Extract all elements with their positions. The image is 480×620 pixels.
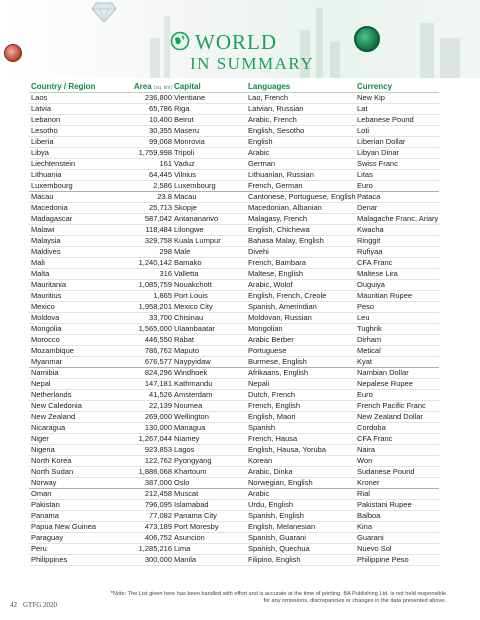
cell-country: Madagascar: [29, 213, 118, 224]
cell-languages: Spanish: [248, 422, 357, 433]
cell-capital: Rabat: [174, 334, 248, 345]
red-badge-icon: [4, 44, 22, 62]
cell-capital: Macau: [174, 191, 248, 202]
cell-languages: French, Hausa: [248, 433, 357, 444]
cell-capital: Luxembourg: [174, 180, 248, 191]
cell-currency: Malagache Franc, Ariary: [357, 213, 439, 223]
cell-area: 130,000: [118, 422, 174, 433]
cell-currency: Kroner: [357, 477, 439, 488]
cell-currency: Nambian Dollar: [357, 367, 439, 378]
cell-languages: Arabic Berber: [248, 334, 357, 345]
cell-capital: Lagos: [174, 444, 248, 455]
cell-languages: English, Chichewa: [248, 224, 357, 235]
cell-country: Niger: [29, 433, 118, 444]
cell-area: 1,240,142: [118, 257, 174, 268]
cell-languages: Spanish, Guarani: [248, 532, 357, 543]
table-row: [29, 334, 439, 345]
cell-languages: Lithuanian, Russian: [248, 169, 357, 180]
cell-area: 2,586: [118, 180, 174, 191]
cell-country: Liberia: [29, 136, 118, 147]
table-row: [29, 422, 439, 433]
cell-languages: English, Maori: [248, 411, 357, 422]
column-header-languages: Languages: [248, 81, 357, 92]
cell-currency: Naira: [357, 444, 439, 455]
column-header-currency: Currency: [357, 81, 439, 92]
cell-capital: Vaduz: [174, 158, 248, 169]
cell-area: 30,355: [118, 125, 174, 136]
cell-area: 122,762: [118, 455, 174, 466]
cell-country: New Caledonia: [29, 400, 118, 411]
cell-capital: Oslo: [174, 477, 248, 488]
cell-languages: English, French, Creole: [248, 290, 357, 301]
table-row: [29, 433, 439, 444]
cell-currency: Liberian Dollar: [357, 136, 439, 147]
cell-area: 1,759,998: [118, 147, 174, 158]
cell-capital: Nouakchott: [174, 279, 248, 290]
cell-country: Malawi: [29, 224, 118, 235]
cell-languages: French, Bambara: [248, 257, 357, 268]
table-row: [29, 147, 439, 158]
table-row: [29, 312, 439, 323]
cell-area: 161: [118, 158, 174, 169]
cell-currency: Rufiyaa: [357, 246, 439, 257]
cell-country: Lesotho: [29, 125, 118, 136]
table-row: [29, 268, 439, 279]
cell-country: Mali: [29, 257, 118, 268]
table-row: [29, 466, 439, 477]
cell-currency: Cordoba: [357, 422, 439, 433]
cell-area: 676,577: [118, 356, 174, 367]
cell-languages: Spanish, Amerindian: [248, 301, 357, 312]
table-row: [29, 114, 439, 125]
cell-currency: Dirham: [357, 334, 439, 345]
table-row: [29, 323, 439, 334]
cell-country: New Zealand: [29, 411, 118, 422]
cell-capital: Islamabad: [174, 499, 248, 510]
cell-capital: Niamey: [174, 433, 248, 444]
table-row: [29, 92, 439, 103]
table-row: [29, 455, 439, 466]
column-header-capital: Capital: [174, 81, 248, 92]
cell-capital: Beirut: [174, 114, 248, 125]
cell-area: 923,853: [118, 444, 174, 455]
cell-area: 587,042: [118, 213, 174, 224]
disclaimer-note: *Note: The List given here has been handled with effort and is accurate at the time of printing. BA Publishing Ltd. is not held responsible for any omissions, discrepancies or changes in the data presented above.: [110, 591, 446, 604]
cell-area: 10,400: [118, 114, 174, 125]
cell-capital: Skopje: [174, 202, 248, 213]
table-row: [29, 180, 439, 191]
cell-currency: Leu: [357, 312, 439, 323]
globe-icon: [170, 31, 190, 51]
cell-languages: Spanish, Quechua: [248, 543, 357, 554]
cell-country: Lebanon: [29, 114, 118, 125]
cell-area: 41,526: [118, 389, 174, 400]
cell-languages: Burmese, English: [248, 356, 357, 367]
table-body: [29, 92, 439, 565]
cell-currency: New Zealand Dollar: [357, 411, 439, 422]
cell-capital: Panama City: [174, 510, 248, 521]
cell-capital: Vilnius: [174, 169, 248, 180]
cell-languages: English, Hausa, Yoruba: [248, 444, 357, 455]
cell-area: 25,713: [118, 202, 174, 213]
table-row: [29, 389, 439, 400]
cell-languages: Portuguese: [248, 345, 357, 356]
cell-capital: Windhoek: [174, 367, 248, 378]
cell-languages: Korean: [248, 455, 357, 466]
cell-country: Papua New Guinea: [29, 521, 118, 532]
cell-area: 1,267,044: [118, 433, 174, 444]
cell-capital: Chisinau: [174, 312, 248, 323]
cell-country: Nepal: [29, 378, 118, 389]
cell-currency: Peso: [357, 301, 439, 312]
cell-currency: Libyan Dinar: [357, 147, 439, 158]
cell-languages: English, Sesotho: [248, 125, 357, 136]
table-row: [29, 400, 439, 411]
cell-languages: Arabic, Wolof: [248, 279, 357, 290]
page-footer: [10, 601, 63, 609]
cell-currency: Metical: [357, 345, 439, 356]
table-row: [29, 356, 439, 367]
table-row: [29, 543, 439, 554]
cell-country: Nigeria: [29, 444, 118, 455]
cell-area: 1,958,201: [118, 301, 174, 312]
cell-languages: Spanish, English: [248, 510, 357, 521]
table-row: [29, 510, 439, 521]
table-row: [29, 477, 439, 488]
cell-currency: Maltese Lira: [357, 268, 439, 279]
cell-languages: Arabic: [248, 147, 357, 158]
cell-currency: Kwacha: [357, 224, 439, 235]
column-header-area: [118, 81, 174, 92]
cell-capital: Tripoli: [174, 147, 248, 158]
cell-languages: Filipino, English: [248, 554, 357, 565]
cell-area: 1,886,068: [118, 466, 174, 477]
table-row: [29, 257, 439, 268]
cell-capital: Lima: [174, 543, 248, 554]
table-row: [29, 378, 439, 389]
cell-currency: Nepalese Rupee: [357, 378, 439, 389]
table-row: [29, 103, 439, 114]
cell-capital: Amsterdam: [174, 389, 248, 400]
cell-country: North Korea: [29, 455, 118, 466]
table-row: [29, 158, 439, 169]
cell-country: Mauritania: [29, 279, 118, 290]
cell-currency: Won: [357, 455, 439, 466]
cell-languages: Bahasa Malay, English: [248, 235, 357, 246]
cell-languages: Nepali: [248, 378, 357, 389]
cell-country: Paraguay: [29, 532, 118, 543]
cell-capital: Port Louis: [174, 290, 248, 301]
cell-languages: Mongolian: [248, 323, 357, 334]
cell-area: 77,082: [118, 510, 174, 521]
table-row: [29, 290, 439, 301]
cell-languages: French, English: [248, 400, 357, 411]
cell-currency: Litas: [357, 169, 439, 180]
cell-capital: Muscat: [174, 488, 248, 499]
cell-country: Libya: [29, 147, 118, 158]
cell-country: Norway: [29, 477, 118, 488]
cell-capital: Lilongwe: [174, 224, 248, 235]
cell-country: Moldova: [29, 312, 118, 323]
cell-capital: Riga: [174, 103, 248, 114]
cell-area: 387,000: [118, 477, 174, 488]
cell-currency: Euro: [357, 389, 439, 400]
table-row: [29, 125, 439, 136]
green-badge-icon: [354, 26, 380, 52]
cell-currency: Rial: [357, 488, 439, 499]
cell-languages: Cantonese, Portuguese, English: [248, 191, 356, 201]
cell-country: Luxembourg: [29, 180, 118, 191]
table-row: [29, 444, 439, 455]
cell-country: Latvia: [29, 103, 118, 114]
cell-currency: CFA Franc: [357, 433, 439, 444]
cell-currency: Loti: [357, 125, 439, 136]
cell-currency: Ringgit: [357, 235, 439, 246]
table-row: [29, 301, 439, 312]
cell-area: 65,786: [118, 103, 174, 114]
cell-currency: Ouguiya: [357, 279, 439, 290]
cell-area: 298: [118, 246, 174, 257]
cell-capital: Maputo: [174, 345, 248, 356]
table-row: [29, 246, 439, 257]
cell-capital: Khartoum: [174, 466, 248, 477]
table-row: [29, 345, 439, 356]
cell-area: 446,550: [118, 334, 174, 345]
cell-currency: Euro: [357, 180, 439, 191]
cell-country: Panama: [29, 510, 118, 521]
cell-languages: Arabic, Dinka: [248, 466, 357, 477]
cell-area: 64,445: [118, 169, 174, 180]
cell-area: 269,000: [118, 411, 174, 422]
cell-languages: Dutch, French: [248, 389, 357, 400]
table-row: [29, 224, 439, 235]
cell-country: Mexico: [29, 301, 118, 312]
cell-country: Pakistan: [29, 499, 118, 510]
cell-currency: Mauritian Rupee: [357, 290, 439, 301]
cell-area: 147,181: [118, 378, 174, 389]
cell-country: Oman: [29, 488, 118, 499]
cell-capital: Noumea: [174, 400, 248, 411]
cell-country: Peru: [29, 543, 118, 554]
cell-currency: Sudanese Pound: [357, 466, 439, 477]
cell-capital: Mexico City: [174, 301, 248, 312]
cell-languages: Divehi: [248, 246, 357, 257]
cell-country: Malaysia: [29, 235, 118, 246]
cell-area: 236,800: [118, 92, 174, 103]
cell-area: 99,068: [118, 136, 174, 147]
cell-languages: Latvian, Russian: [248, 103, 357, 114]
cell-country: Maldives: [29, 246, 118, 257]
cell-capital: Kathmandu: [174, 378, 248, 389]
cell-capital: Vientiane: [174, 92, 248, 103]
table-row: [29, 367, 439, 378]
cell-languages: Arabic, French: [248, 114, 357, 125]
cell-capital: Kuala Lumpur: [174, 235, 248, 246]
cell-area: 300,000: [118, 554, 174, 565]
cell-languages: Arabic: [248, 488, 357, 499]
cell-country: Philippines: [29, 554, 118, 565]
cell-area: 406,752: [118, 532, 174, 543]
cell-languages: French, German: [248, 180, 357, 191]
cell-area: 1,285,216: [118, 543, 174, 554]
table-row: [29, 136, 439, 147]
cell-languages: English: [248, 136, 357, 147]
cell-country: Macau: [29, 191, 118, 202]
cell-languages: Afrikaans, English: [248, 367, 357, 378]
title-line-1: WORLD: [195, 30, 277, 54]
cell-capital: Pyongyang: [174, 455, 248, 466]
area-label: Area: [133, 81, 152, 91]
cell-languages: Norwegian, English: [248, 477, 357, 488]
cell-capital: Port Moresby: [174, 521, 248, 532]
cell-languages: Lao, French: [248, 92, 357, 103]
cell-area: 1,565,000: [118, 323, 174, 334]
cell-capital: Managua: [174, 422, 248, 433]
cell-capital: Antananarivo: [174, 213, 248, 224]
cell-country: Mozambique: [29, 345, 118, 356]
cell-area: 473,189: [118, 521, 174, 532]
page-number: 42: [10, 601, 17, 609]
table-row: [29, 521, 439, 532]
cell-area: 33,700: [118, 312, 174, 323]
cell-currency: Denar: [357, 202, 439, 213]
table-row: [29, 532, 439, 543]
cell-country: Macedonia: [29, 202, 118, 213]
cell-country: Namibia: [29, 367, 118, 378]
cell-languages: German: [248, 158, 357, 169]
table-row: [29, 169, 439, 180]
table-row: [29, 213, 439, 224]
cell-area: 212,458: [118, 488, 174, 499]
cell-currency: Kyat: [357, 356, 439, 367]
country-table: [29, 81, 439, 566]
cell-area: 22,139: [118, 400, 174, 411]
table-row: [29, 411, 439, 422]
cell-currency: Pakistani Rupee: [357, 499, 439, 510]
cell-currency: Swiss Franc: [357, 158, 439, 169]
cell-currency: Tughrik: [357, 323, 439, 334]
cell-currency: Kina: [357, 521, 439, 532]
cell-country: Mauritius: [29, 290, 118, 301]
table-row: [29, 202, 439, 213]
cell-country: North Sudan: [29, 466, 118, 477]
cell-capital: Maseru: [174, 125, 248, 136]
table-row: [29, 554, 439, 565]
cell-currency: Pataca: [357, 191, 439, 202]
cell-area: 316: [118, 268, 174, 279]
cell-capital: Naypyidaw: [174, 356, 248, 367]
cell-currency: Balboa: [357, 510, 439, 521]
cell-country: Malta: [29, 268, 118, 279]
cell-area: 786,762: [118, 345, 174, 356]
cell-currency: Philippine Peso: [357, 554, 439, 565]
cell-languages: Macedonian, Albanian: [248, 202, 357, 213]
cell-currency: Nuevo Sol: [357, 543, 439, 554]
cell-country: Liechtenstein: [29, 158, 118, 169]
cell-capital: Male: [174, 246, 248, 257]
table-row: [29, 499, 439, 510]
title-line-2: IN SUMMARY: [190, 54, 315, 73]
cell-currency: Guarani: [357, 532, 439, 543]
cell-country: Morocco: [29, 334, 118, 345]
cell-country: Netherlands: [29, 389, 118, 400]
table-row: [29, 235, 439, 246]
column-header-country: Country / Region: [29, 81, 118, 92]
cell-area: 824,296: [118, 367, 174, 378]
diamond-icon: [92, 2, 116, 22]
cell-languages: Urdu, English: [248, 499, 357, 510]
cell-area: 1,865: [118, 290, 174, 301]
cell-capital: Monrovia: [174, 136, 248, 147]
cell-area: 329,758: [118, 235, 174, 246]
cell-country: Lithuania: [29, 169, 118, 180]
cell-country: Nicaragua: [29, 422, 118, 433]
cell-capital: Ulaanbaatar: [174, 323, 248, 334]
area-unit: (sq. km): [153, 84, 172, 91]
cell-currency: Lebanese Pound: [357, 114, 439, 125]
cell-capital: Valletta: [174, 268, 248, 279]
table-row: [29, 488, 439, 499]
cell-country: Laos: [29, 92, 118, 103]
table-row: [29, 191, 439, 202]
publication-name: GTFG 2020: [23, 601, 58, 609]
cell-currency: Lat: [357, 103, 439, 114]
cell-capital: Manila: [174, 554, 248, 565]
cell-area: 796,095: [118, 499, 174, 510]
cell-languages: Moldovan, Russian: [248, 312, 357, 323]
cell-country: Mongolia: [29, 323, 118, 334]
cell-area: 118,484: [118, 224, 174, 235]
cell-languages: English, Melanesian: [248, 521, 357, 532]
page-header: [0, 0, 480, 78]
cell-currency: CFA Franc: [357, 257, 439, 268]
cell-country: Myanmar: [29, 356, 118, 367]
table-header-row: [29, 81, 439, 92]
cell-languages: Malagasy, French: [248, 213, 357, 224]
table-row: [29, 279, 439, 290]
cell-capital: Asuncion: [174, 532, 248, 543]
cell-languages: Maltese, English: [248, 268, 357, 279]
cell-currency: New Kip: [357, 92, 439, 103]
cell-capital: Wellington: [174, 411, 248, 422]
cell-area: 1,085,759: [118, 279, 174, 290]
cell-currency: French Pacific Franc: [357, 400, 439, 411]
cell-capital: Bamako: [174, 257, 248, 268]
cell-area: 23.8: [118, 191, 174, 202]
